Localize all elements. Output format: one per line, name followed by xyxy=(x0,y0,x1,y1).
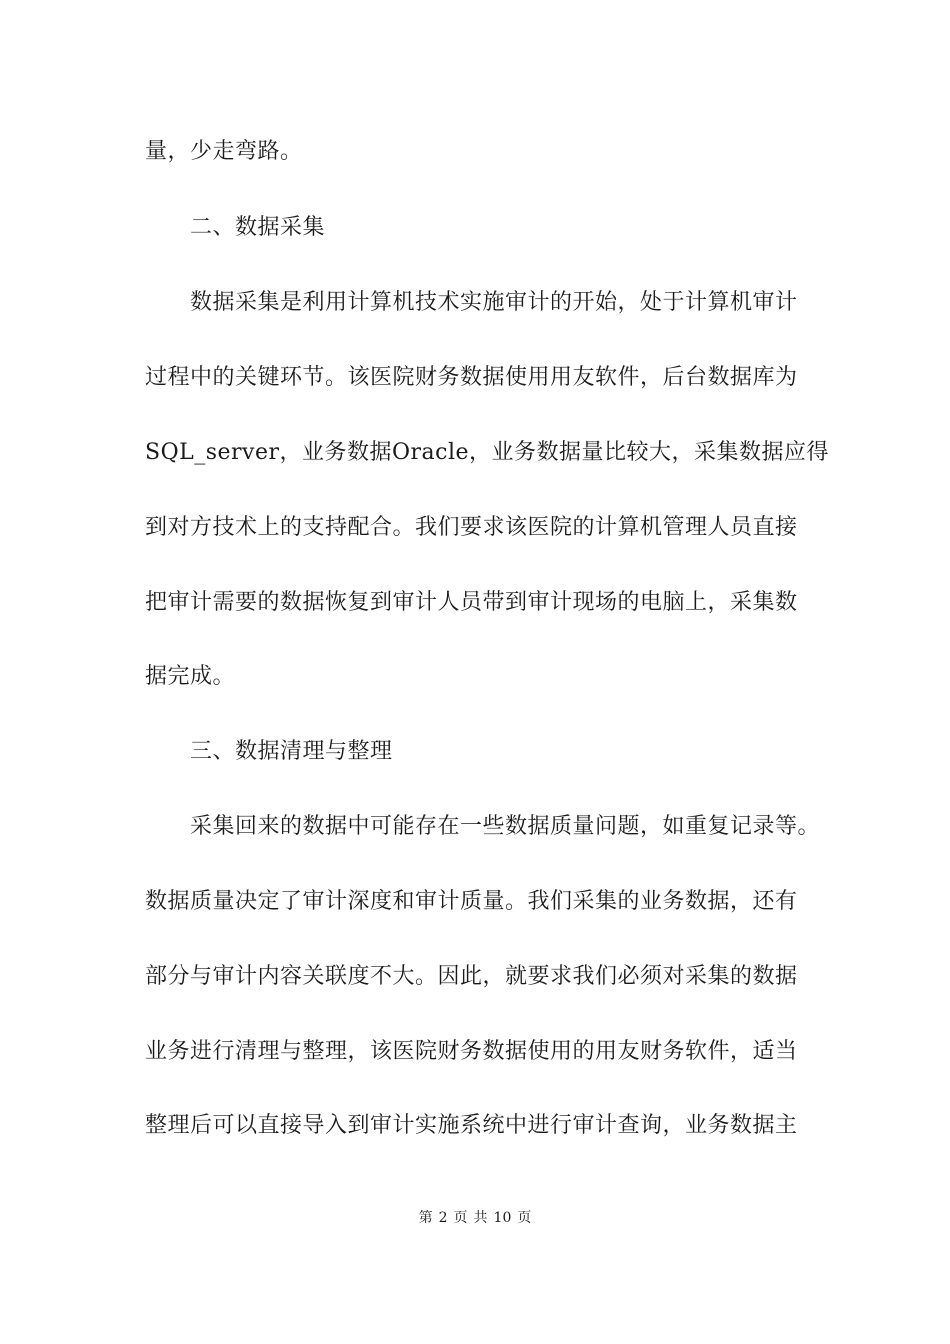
text-line: 据完成。 xyxy=(145,664,236,689)
text-line: 整理后可以直接导入到审计实施系统中进行审计查询，业务数据主 xyxy=(145,1113,798,1138)
text-line: 到对方技术上的支持配合。我们要求该医院的计算机管理人员直接 xyxy=(145,515,798,540)
footer-prefix: 第 xyxy=(418,1210,433,1226)
text-line: 过程中的关键环节。该医院财务数据使用用友软件，后台数据库为 xyxy=(145,365,798,390)
footer-suffix: 页 xyxy=(517,1210,532,1226)
section-heading: 三、数据清理与整理 xyxy=(190,739,393,764)
page-footer xyxy=(0,1209,950,1227)
text-line: 采集回来的数据中可能存在一些数据质量问题，如重复记录等。 xyxy=(190,814,821,839)
text-line: 数据质量决定了审计深度和审计质量。我们采集的业务数据，还有 xyxy=(145,889,798,914)
footer-page-word: 页 xyxy=(453,1210,468,1226)
footer-total-pages: 10 xyxy=(493,1210,512,1226)
text-line: 把审计需要的数据恢复到审计人员带到审计现场的电脑上，采集数 xyxy=(145,590,798,615)
text-line: 部分与审计内容关联度不大。因此，就要求我们必须对采集的数据 xyxy=(145,964,798,989)
section-heading: 二、数据采集 xyxy=(190,215,326,240)
text-line: 量，少走弯路。 xyxy=(145,139,303,164)
footer-total-prefix: 共 xyxy=(473,1210,488,1226)
text-line: SQL_server，业务数据Oracle，业务数据量比较大，采集数据应得 xyxy=(145,440,830,465)
text-line: 业务进行清理与整理，该医院财务数据使用的用友财务软件，适当 xyxy=(145,1039,798,1064)
footer-current-page: 2 xyxy=(438,1210,448,1226)
text-line: 数据采集是利用计算机技术实施审计的开始，处于计算机审计 xyxy=(190,290,798,315)
